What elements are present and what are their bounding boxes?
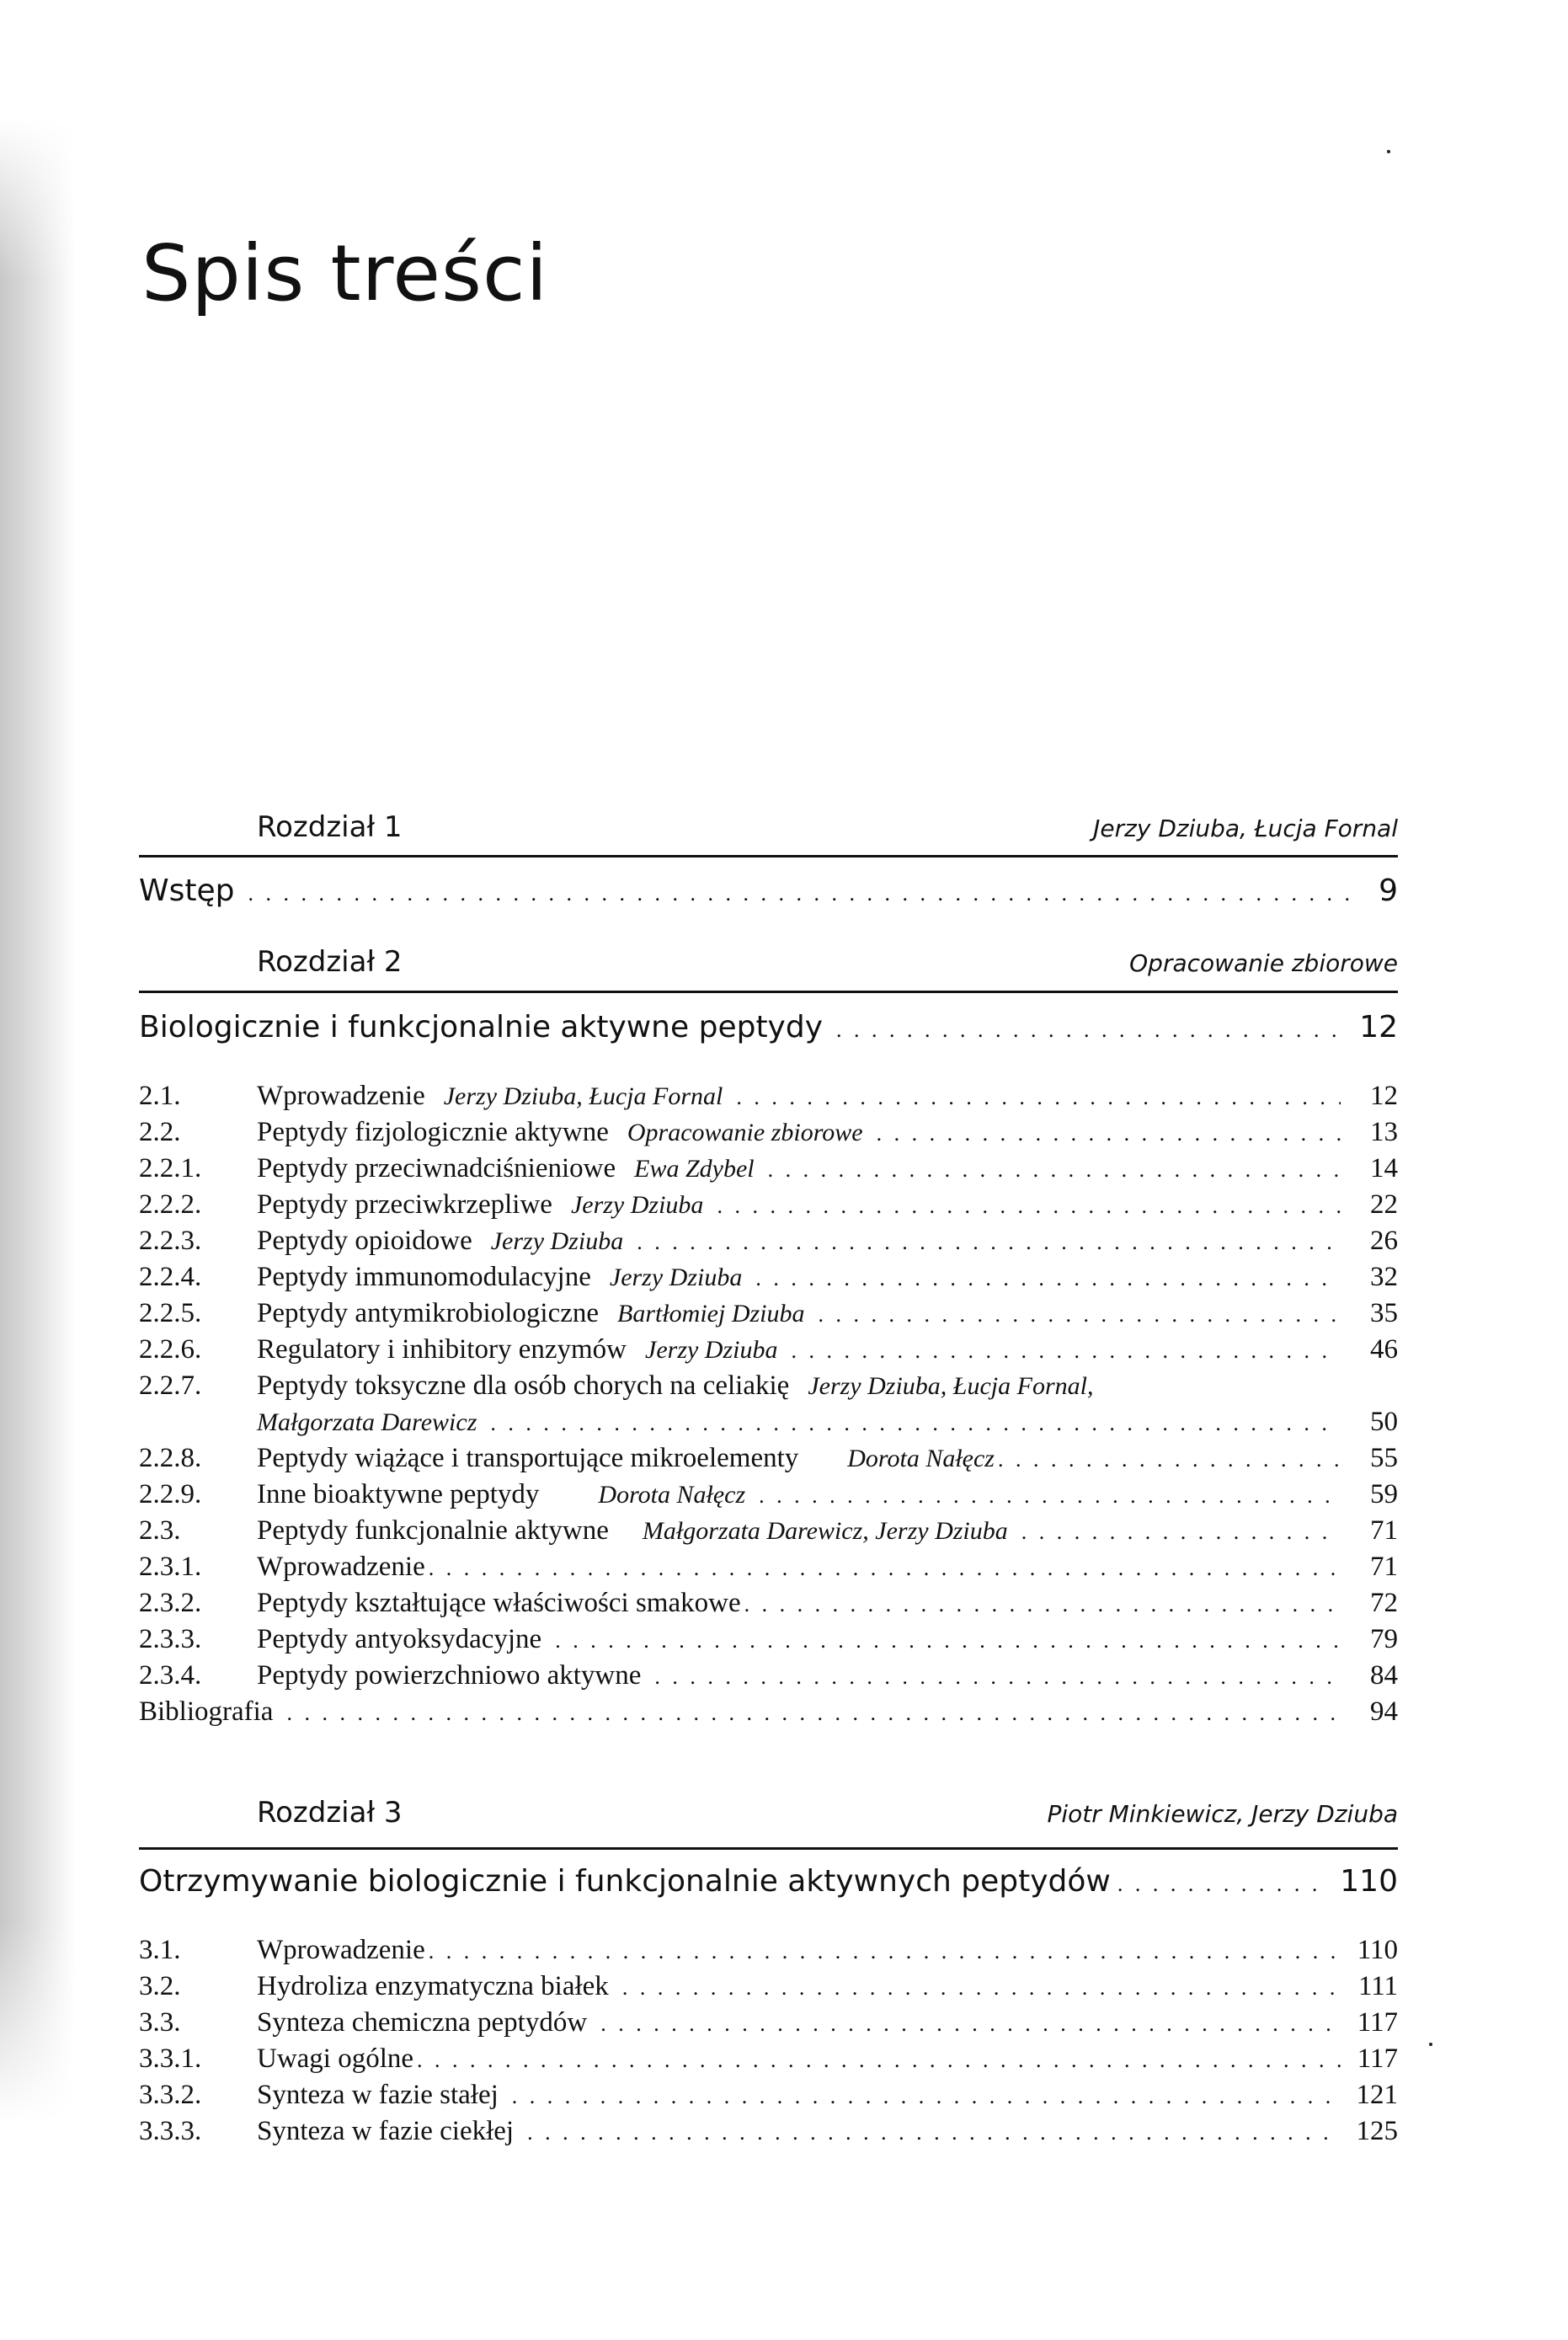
dot-leader	[717, 1188, 1341, 1224]
entry-title: Synteza w fazie ciekłej	[257, 2116, 515, 2146]
entry-author: Bartłomiej Dziuba	[617, 1300, 805, 1328]
dot-leader	[429, 1550, 1341, 1586]
page-number: 71	[1370, 1515, 1398, 1546]
entry-title: Peptydy fizjologicznie aktywne	[257, 1117, 609, 1147]
toc-entry[interactable]	[139, 2005, 1398, 2041]
page-number: 79	[1370, 1624, 1398, 1654]
dot-leader	[836, 1012, 1339, 1049]
chapter-divider	[139, 1847, 1398, 1850]
page-number: 110	[1357, 1935, 1398, 1965]
entry-number: 3.3.2.	[139, 2080, 202, 2110]
page-number: 125	[1356, 2116, 1398, 2146]
chapter-title: Biologicznie i funkcjonalnie aktywne peptydy	[139, 1010, 824, 1044]
entry-number: 2.2.9.	[139, 1479, 202, 1509]
page-number: 14	[1370, 1153, 1398, 1183]
entry-author: Małgorzata Darewicz	[257, 1408, 477, 1436]
toc-entry[interactable]	[139, 2041, 1398, 2077]
dot-leader	[1021, 1514, 1341, 1550]
page-number: 117	[1357, 2043, 1398, 2074]
entry-title: Wprowadzenie	[257, 1552, 425, 1582]
entry-title: Synteza chemiczna peptydów	[257, 2007, 588, 2038]
chapter-label: Rozdział 2	[257, 945, 403, 979]
chapter-3-entries	[139, 1932, 1398, 2150]
entry-title: Hydroliza enzymatyczna białek	[257, 1971, 609, 2001]
entry-number: 3.3.1.	[139, 2043, 202, 2074]
toc-entry[interactable]	[139, 2113, 1398, 2150]
entry-number: 3.1.	[139, 1935, 181, 1965]
dot-leader	[622, 1969, 1341, 2006]
toc-entry[interactable]	[139, 1549, 1398, 1585]
entry-title: Peptydy immunomodulacyjne	[257, 1262, 591, 1292]
page-number: 13	[1370, 1117, 1398, 1147]
dot-leader	[248, 875, 1358, 912]
entry-author: Dorota Nałęcz	[598, 1481, 746, 1509]
entry-title: Peptydy powierzchniowo aktywne	[257, 1660, 642, 1691]
entry-title: Wprowadzenie	[257, 1081, 425, 1111]
dot-leader	[654, 1659, 1341, 1695]
toc-entry[interactable]	[139, 1658, 1398, 1694]
entry-number: 2.2.	[139, 1117, 181, 1147]
entry-title: Peptydy antyoksydacyjne	[257, 1624, 542, 1654]
dot-leader	[600, 2006, 1341, 2042]
chapter-2-entries	[139, 1078, 1398, 1730]
entry-title: Wprowadzenie	[257, 1935, 425, 1965]
page-number: 12	[1359, 1010, 1398, 1044]
toc-entry[interactable]	[139, 1151, 1398, 1187]
toc-entry[interactable]	[139, 1223, 1398, 1259]
page-number: 84	[1370, 1660, 1398, 1691]
dot-leader	[527, 2114, 1341, 2150]
toc-entry[interactable]	[139, 1513, 1398, 1549]
page-number: 12	[1370, 1081, 1398, 1111]
entry-title: Inne bioaktywne peptydy	[257, 1479, 540, 1509]
entry-author: Małgorzata Darewicz, Jerzy Dziuba	[642, 1517, 1008, 1545]
toc-entry[interactable]	[139, 1932, 1398, 1969]
entry-title: Peptydy opioidowe	[257, 1226, 472, 1256]
dot-leader	[755, 1260, 1341, 1296]
page-title: Spis treści	[141, 228, 549, 318]
chapter-divider	[139, 991, 1398, 993]
page-number: 110	[1340, 1864, 1398, 1899]
chapter-label: Rozdział 1	[257, 810, 403, 844]
scan-page-edge-shadow	[0, 118, 76, 2123]
dot-leader	[792, 1333, 1341, 1369]
toc-entry[interactable]	[139, 1477, 1398, 1513]
entry-title: Peptydy przeciwnadciśnieniowe	[257, 1153, 616, 1183]
toc-entry-bibliography[interactable]	[139, 1694, 1398, 1730]
page-number: 50	[1370, 1407, 1398, 1437]
entry-number: 3.3.	[139, 2007, 181, 2038]
dot-leader	[1117, 1866, 1320, 1903]
toc-entry[interactable]	[139, 2077, 1398, 2113]
chapter-3-header	[257, 1796, 1398, 1831]
entry-author: Jerzy Dziuba, Łucja Fornal,	[808, 1372, 1094, 1400]
entry-number: 2.3.3.	[139, 1624, 202, 1654]
entry-number: 2.3.2.	[139, 1588, 202, 1618]
page-number: 71	[1370, 1552, 1398, 1582]
entry-title: Peptydy kształtujące właściwości smakowe	[257, 1588, 741, 1618]
page-number: 22	[1370, 1189, 1398, 1220]
entry-number: 2.2.5.	[139, 1298, 202, 1328]
entry-author: Jerzy Dziuba	[645, 1336, 778, 1364]
chapter-author: Opracowanie zbiorowe	[1129, 949, 1398, 977]
page-number: 111	[1357, 1971, 1398, 2001]
entry-title: Synteza w fazie stałej	[257, 2080, 499, 2110]
entry-author: Dorota Nałęcz	[847, 1445, 995, 1472]
entry-title: Regulatory i inhibitory enzymów	[257, 1334, 627, 1365]
entry-number: 2.1.	[139, 1081, 181, 1111]
entry-number: 2.2.3.	[139, 1226, 202, 1256]
dot-leader	[759, 1477, 1341, 1514]
entry-title: Peptydy toksyczne dla osób chorych na celiakię	[257, 1370, 790, 1401]
entry-author: Jerzy Dziuba	[490, 1227, 624, 1255]
entry-title: Peptydy przeciwkrzepliwe	[257, 1189, 552, 1220]
dot-leader	[877, 1115, 1341, 1151]
chapter-title: Wstęp	[139, 873, 235, 908]
chapter-title: Otrzymywanie biologicznie i funkcjonalnie aktywnych peptydów	[139, 1864, 1111, 1899]
entry-number: 2.2.6.	[139, 1334, 202, 1365]
entry-number: 2.2.4.	[139, 1262, 202, 1292]
page-number: 9	[1379, 873, 1398, 908]
chapter-label: Rozdział 3	[257, 1796, 403, 1830]
entry-title: Uwagi ogólne	[257, 2043, 414, 2074]
dot-leader	[512, 2078, 1341, 2114]
entry-title: Peptydy funkcjonalnie aktywne	[257, 1515, 609, 1546]
chapter-author: Piotr Minkiewicz, Jerzy Dziuba	[1047, 1800, 1398, 1828]
chapter-divider	[139, 855, 1398, 857]
entry-author: Jerzy Dziuba, Łucja Fornal	[443, 1082, 723, 1110]
entry-number: 2.3.4.	[139, 1660, 202, 1691]
dot-leader	[429, 1933, 1341, 1969]
toc-entry[interactable]	[139, 1259, 1398, 1296]
page-number: 32	[1370, 1262, 1398, 1292]
toc-entry[interactable]	[139, 1585, 1398, 1621]
toc-entry[interactable]	[139, 1187, 1398, 1223]
chapter-2-title-row[interactable]	[139, 1009, 1398, 1049]
dot-leader	[490, 1405, 1341, 1441]
dot-leader	[998, 1441, 1341, 1477]
toc-entry[interactable]	[139, 1296, 1398, 1332]
toc-entry[interactable]	[139, 1440, 1398, 1477]
entry-author: Jerzy Dziuba	[609, 1263, 743, 1291]
chapter-1-header	[257, 810, 1398, 846]
entry-title: Bibliografia	[139, 1696, 274, 1727]
entry-author: Ewa Zdybel	[634, 1155, 755, 1183]
entry-number: 3.2.	[139, 1971, 181, 2001]
entry-number: 2.3.1.	[139, 1552, 202, 1582]
toc-entry[interactable]	[139, 1621, 1398, 1658]
page-number: 35	[1370, 1298, 1398, 1328]
toc-entry[interactable]	[139, 1114, 1398, 1151]
entry-number: 2.2.7.	[139, 1370, 202, 1401]
chapter-author: Jerzy Dziuba, Łucja Fornal	[1093, 815, 1398, 842]
entry-number: 2.2.8.	[139, 1443, 202, 1473]
dot-leader	[286, 1695, 1341, 1731]
page-number: 59	[1370, 1479, 1398, 1509]
toc-entry[interactable]	[139, 1332, 1398, 1368]
dot-leader	[736, 1079, 1341, 1115]
entry-number: 2.2.1.	[139, 1153, 202, 1183]
page-number: 46	[1370, 1334, 1398, 1365]
dot-leader	[637, 1224, 1341, 1260]
dot-leader	[744, 1586, 1341, 1622]
entry-author: Jerzy Dziuba	[570, 1191, 704, 1219]
chapter-1-title-row[interactable]	[139, 873, 1398, 912]
entry-title: Peptydy wiążące i transportujące mikroelementy	[257, 1443, 799, 1473]
toc-entry-continuation[interactable]	[139, 1404, 1398, 1440]
page-number: 72	[1370, 1588, 1398, 1618]
toc-entry[interactable]	[139, 1368, 1398, 1404]
toc-entry[interactable]	[139, 1969, 1398, 2005]
scan-speck	[1387, 150, 1390, 153]
scan-speck	[1429, 2043, 1432, 2046]
page-number: 117	[1357, 2007, 1398, 2038]
entry-number: 2.3.	[139, 1515, 181, 1546]
page-number: 121	[1356, 2080, 1398, 2110]
page-number: 26	[1370, 1226, 1398, 1256]
entry-title: Peptydy antymikrobiologiczne	[257, 1298, 600, 1328]
page-number: 55	[1370, 1443, 1398, 1473]
chapter-2-header	[257, 945, 1398, 980]
entry-author: Opracowanie zbiorowe	[627, 1119, 863, 1146]
chapter-3-title-row[interactable]	[139, 1863, 1398, 1903]
entry-number: 2.2.2.	[139, 1189, 202, 1220]
dot-leader	[417, 2042, 1341, 2078]
dot-leader	[768, 1151, 1341, 1188]
dot-leader	[819, 1296, 1341, 1333]
dot-leader	[555, 1622, 1341, 1659]
toc-entry[interactable]	[139, 1078, 1398, 1114]
page-number: 94	[1370, 1696, 1398, 1727]
entry-number: 3.3.3.	[139, 2116, 202, 2146]
